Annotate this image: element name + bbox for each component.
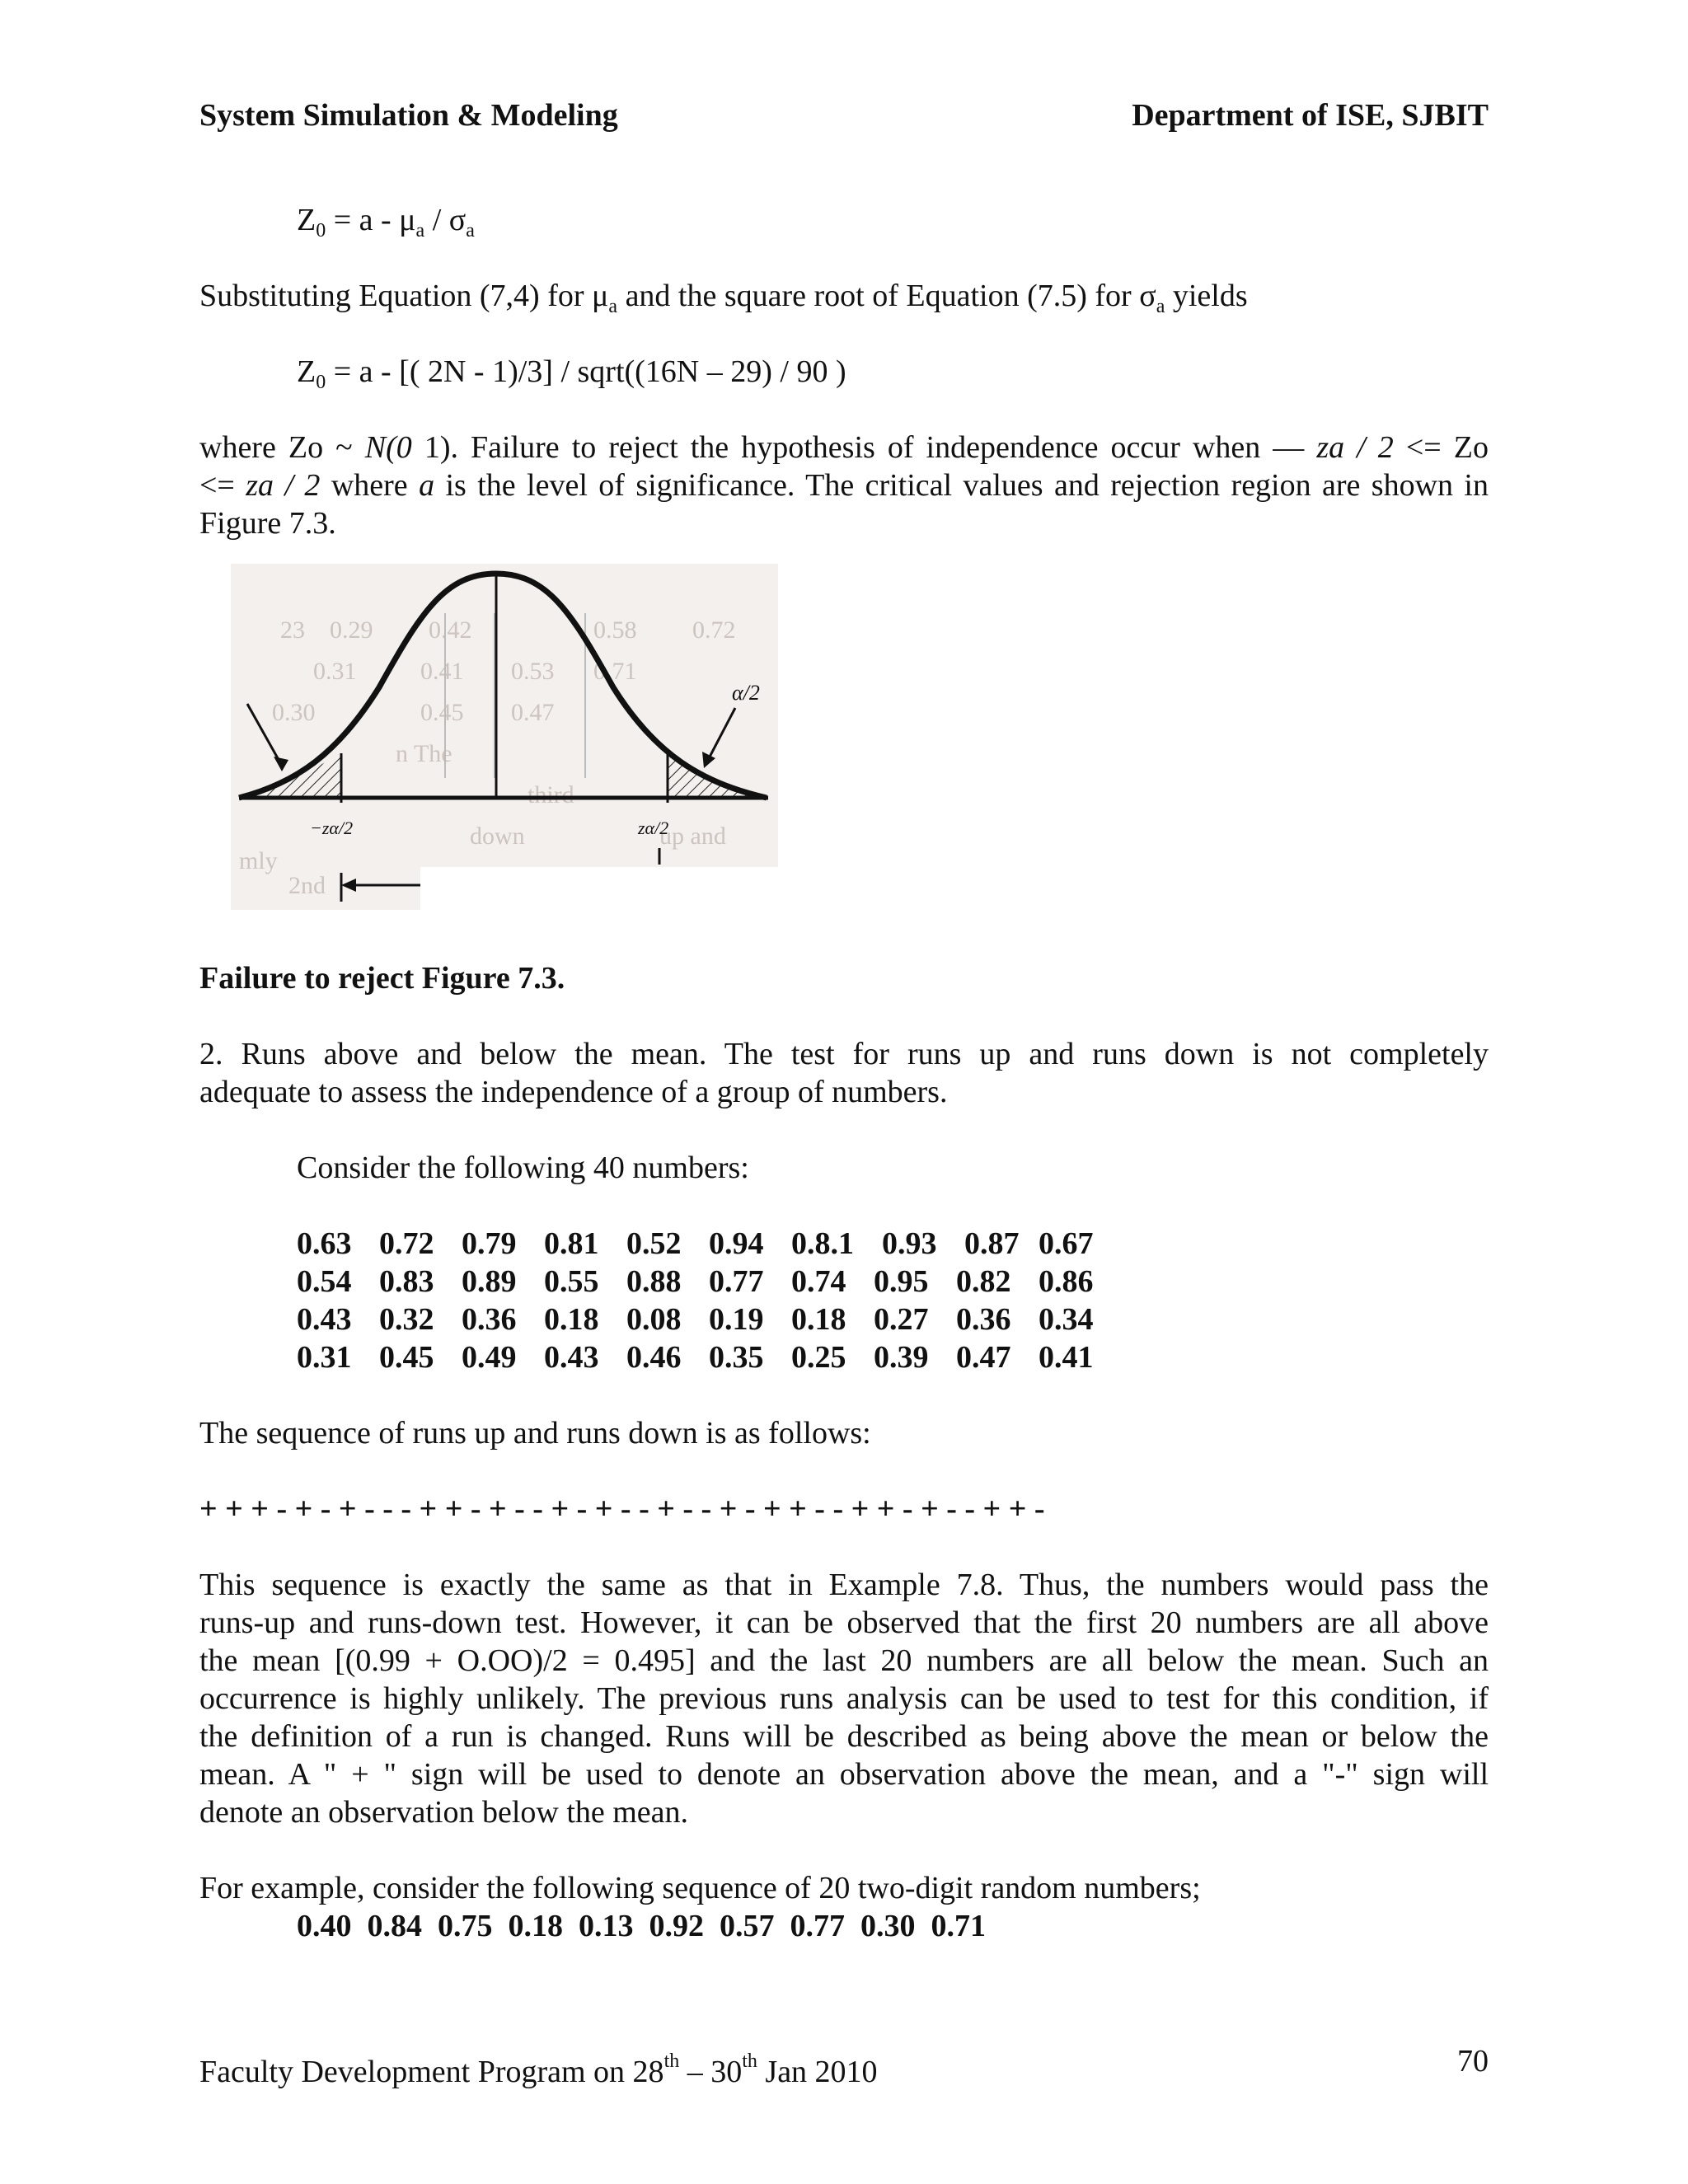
- number-cell: 0.41: [1039, 1340, 1094, 1375]
- number-cell: 0.18: [791, 1302, 846, 1337]
- bg-num-7: 0.41: [420, 658, 464, 685]
- paragraph-example: For example, consider the following sequence of 20 two-digit random numbers;: [199, 1871, 1201, 1905]
- number-cell: 0.27: [874, 1302, 929, 1337]
- numbers-row-4: [297, 1338, 1094, 1376]
- number-cell: 0.18: [544, 1302, 599, 1337]
- number-cell: 0.36: [956, 1302, 1011, 1337]
- paragraph-analysis: [199, 1566, 1489, 1831]
- number-cell: 0.83: [379, 1264, 434, 1299]
- number-cell: 0.95: [874, 1264, 929, 1299]
- para1-b-sub: a: [1156, 296, 1165, 317]
- para2-l2e: is the level of significance. The critical values and rejection region are shown in: [434, 468, 1489, 503]
- pos-z-label: zα/2: [638, 818, 669, 838]
- eq1-rest-sub: a: [466, 220, 475, 241]
- para4-line: the mean [(0.99 + O.OO)/2 = 0.495] and the last 20 numbers are all below the mean. Such an: [199, 1643, 1489, 1678]
- bg-num-9: 0.71: [593, 658, 637, 685]
- para2-l1b: N(0: [364, 430, 412, 465]
- bg-text-5: mly: [239, 847, 278, 874]
- para4-line: mean. A " + " sign will be used to denote an observation above the mean, and a "-" sign will: [199, 1757, 1489, 1792]
- number-cell: 0.34: [1039, 1302, 1094, 1337]
- number-cell: 0.86: [1039, 1264, 1094, 1299]
- paragraph-substituting: [199, 277, 1248, 326]
- number-cell: 0.8.1: [791, 1226, 854, 1261]
- number-cell: 0.94: [709, 1226, 764, 1261]
- number-cell: 0.87: [964, 1226, 1020, 1261]
- eq1-mid-sub: a: [415, 220, 425, 241]
- normal-curve-svg: [231, 564, 778, 910]
- number-cell: 0.54: [297, 1264, 352, 1299]
- numbers-row-1: [297, 1225, 1094, 1263]
- bg-num-11: 0.47: [511, 699, 555, 726]
- header-department: Department of ISE, SJBIT: [1132, 98, 1489, 133]
- number-cell: 0.25: [791, 1340, 846, 1375]
- eq2-lhs: Z: [297, 354, 316, 389]
- bg-text-4: down: [470, 823, 525, 850]
- number-cell: 0.32: [379, 1302, 434, 1337]
- number-cell: 0.52: [626, 1226, 682, 1261]
- number-cell: 0.46: [626, 1340, 682, 1375]
- runs-sequence: + + + - + - + - - - + + - + - - + - + - - + - - + - + + - - + + - + - - + + -: [199, 1492, 1045, 1526]
- figure-normal-curve: [231, 564, 778, 910]
- number-cell: 0.63: [297, 1226, 352, 1261]
- number-cell: 0.55: [544, 1264, 599, 1299]
- footer-c: Jan 2010: [757, 2055, 878, 2089]
- numbers-example: 0.40 0.84 0.75 0.18 0.13 0.92 0.57 0.77 0.30 0.71: [297, 1909, 986, 1943]
- number-cell: 0.45: [379, 1340, 434, 1375]
- figure-blank-corner: [420, 867, 778, 910]
- eq2-lhs-sub: 0: [316, 372, 326, 393]
- numbers-table: [297, 1225, 1094, 1376]
- para1-b: and the square root of Equation (7.5) for σ: [617, 279, 1156, 313]
- bg-text-6: 2nd: [288, 872, 326, 899]
- bg-num-1: 23: [280, 616, 305, 644]
- bg-num-4: 0.58: [593, 616, 637, 644]
- para4-line: the definition of a run is changed. Runs will be described as being above the mean or below the: [199, 1719, 1489, 1754]
- number-cell: 0.88: [626, 1264, 682, 1299]
- bg-text-3: up and: [659, 823, 726, 850]
- numbers-row-2: [297, 1263, 1094, 1301]
- number-cell: 0.08: [626, 1302, 682, 1337]
- number-cell: 0.35: [709, 1340, 764, 1375]
- number-cell: 0.43: [297, 1302, 352, 1337]
- para1-a: Substituting Equation (7,4) for μ: [199, 279, 609, 313]
- footer-a: Faculty Development Program on 28: [199, 2055, 664, 2089]
- number-cell: 0.82: [956, 1264, 1011, 1299]
- para1-a-sub: a: [608, 296, 618, 317]
- number-cell: 0.19: [709, 1302, 764, 1337]
- number-cell: 0.31: [297, 1340, 352, 1375]
- para2-l2b: za / 2: [246, 468, 321, 503]
- footer-program: [199, 2042, 878, 2091]
- para2-l2a: <=: [199, 468, 246, 503]
- header-title: System Simulation & Modeling: [199, 98, 618, 133]
- neg-z-label: −zα/2: [310, 818, 354, 838]
- para2-l2d: a: [419, 468, 435, 503]
- bg-num-12: 0.30: [272, 699, 316, 726]
- para4-line: runs-up and runs-down test. However, it can be observed that the first 20 numbers are all above: [199, 1605, 1489, 1640]
- sequence-intro: The sequence of runs up and runs down is as follows:: [199, 1416, 871, 1451]
- number-cell: 0.79: [462, 1226, 517, 1261]
- para2-l2c: where: [320, 468, 420, 503]
- number-cell: 0.49: [462, 1340, 517, 1375]
- bg-num-6: 0.31: [313, 658, 357, 685]
- numbers-row-3: [297, 1301, 1094, 1338]
- number-cell: 0.74: [791, 1264, 846, 1299]
- eq1-lhs: Z: [297, 203, 316, 237]
- footer-b: – 30: [679, 2055, 743, 2089]
- eq1-mid: = a - μ: [326, 203, 416, 237]
- para2-l1e: <= Zo: [1393, 430, 1489, 465]
- number-cell: 0.47: [956, 1340, 1011, 1375]
- eq1-rest: / σ: [424, 203, 467, 237]
- bg-num-5: 0.72: [692, 616, 736, 644]
- bg-num-10: 0.45: [420, 699, 464, 726]
- figure-caption: Failure to reject Figure 7.3.: [199, 961, 565, 996]
- para2-l1d: za / 2: [1316, 430, 1394, 465]
- paragraph-runs-line2: adequate to assess the independence of a group of numbers.: [199, 1075, 948, 1109]
- paragraph-where-line3: Figure 7.3.: [199, 506, 336, 541]
- para4-line: denote an observation below the mean.: [199, 1795, 689, 1830]
- bg-text-2: third: [528, 781, 574, 808]
- number-cell: 0.93: [882, 1226, 937, 1261]
- number-cell: 0.36: [462, 1302, 517, 1337]
- para1-c: yields: [1165, 279, 1248, 313]
- para4-line: This sequence is exactly the same as that in Example 7.8. Thus, the numbers would pass the: [199, 1568, 1489, 1602]
- footer-sup1: th: [663, 2050, 680, 2072]
- equation-z0-basic: [297, 201, 475, 250]
- para2-l1c: 1). Failure to reject the hypothesis of independence occur when —: [411, 430, 1317, 465]
- number-cell: 0.72: [379, 1226, 434, 1261]
- paragraph-where-line1: [199, 429, 1489, 466]
- para2-l1a: where Zo ~: [199, 430, 365, 465]
- equation-z0-full: [297, 353, 846, 401]
- number-cell: 0.89: [462, 1264, 517, 1299]
- paragraph-runs-line1: 2. Runs above and below the mean. The test for runs up and runs down is not completely: [199, 1037, 1489, 1071]
- number-cell: 0.77: [709, 1264, 764, 1299]
- bell-curve: [239, 574, 767, 798]
- bg-text-1: n The: [396, 740, 452, 767]
- number-cell: 0.67: [1039, 1226, 1094, 1261]
- para4-line: occurrence is highly unlikely. The previous runs analysis can be used to test for this condition, if: [199, 1681, 1489, 1716]
- number-cell: 0.43: [544, 1340, 599, 1375]
- bg-num-3: 0.42: [429, 616, 472, 644]
- eq1-lhs-sub: 0: [316, 220, 326, 241]
- page-number: 70: [1457, 2044, 1489, 2079]
- consider-text: Consider the following 40 numbers:: [297, 1151, 749, 1185]
- eq2-rest: = a - [( 2N - 1)/3] / sqrt((16N – 29) / 90 ): [326, 354, 846, 389]
- paragraph-where-line2: [199, 466, 1489, 504]
- number-cell: 0.81: [544, 1226, 599, 1261]
- alpha-half-label: α/2: [732, 681, 760, 705]
- number-cell: 0.39: [874, 1340, 929, 1375]
- footer-sup2: th: [742, 2050, 757, 2072]
- bg-num-2: 0.29: [330, 616, 373, 644]
- bg-num-8: 0.53: [511, 658, 555, 685]
